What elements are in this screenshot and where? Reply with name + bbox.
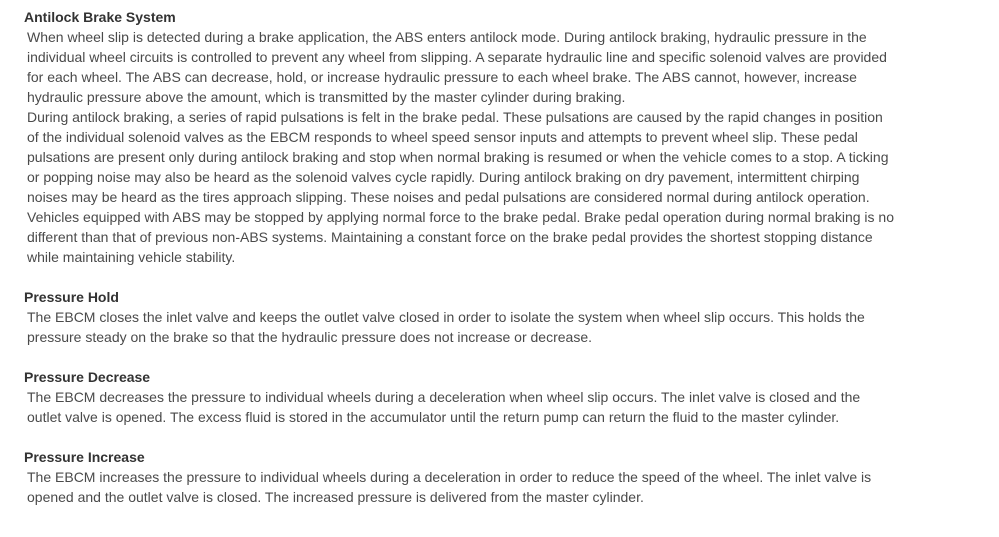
section-title: Pressure Hold	[24, 289, 119, 305]
section-title: Antilock Brake System	[24, 9, 176, 25]
section-pressure-increase	[24, 447, 894, 507]
section-title: Pressure Decrease	[24, 369, 151, 385]
paragraph: Vehicles equipped with ABS may be stopped by applying normal force to the brake pedal. Brake pedal operation during normal braking is no different than that of previous non-ABS systems. Maintaining a constant force on the brake pedal provides the shortest stopping distance while maintaining vehicle stability.	[27, 209, 894, 265]
section-antilock-brake-system	[24, 7, 894, 267]
paragraph: The EBCM closes the inlet valve and keeps the outlet valve closed in order to isolate the system when wheel slip occurs. This holds the pressure steady on the brake so that the hydraulic pressure does not increase or decrease.	[27, 309, 865, 345]
section-spacer	[24, 267, 894, 287]
section-spacer	[24, 347, 894, 367]
paragraph: The EBCM decreases the pressure to individual wheels during a deceleration when wheel slip occurs. The inlet valve is closed and the outlet valve is opened. The excess fluid is stored in the accumulator until the return pump can return the fluid to the master cylinder.	[27, 389, 861, 425]
document-body	[24, 7, 894, 507]
section-spacer	[24, 427, 894, 447]
section-title: Pressure Increase	[24, 449, 145, 465]
section-pressure-decrease	[24, 367, 894, 427]
paragraph: The EBCM increases the pressure to individual wheels during a deceleration in order to reduce the speed of the wheel. The inlet valve is opened and the outlet valve is closed. The increased pressure is delivered from the master cylinder.	[27, 469, 872, 505]
paragraph: During antilock braking, a series of rapid pulsations is felt in the brake pedal. These pulsations are caused by the rapid changes in position of the individual solenoid valves as the EBCM responds to wheel speed sensor inputs and attempts to prevent wheel slip. These pedal pulsations are present only during antilock braking and stop when normal braking is resumed or when the vehicle comes to a stop. A ticking or popping noise may also be heard as the solenoid valves cycle rapidly. During antilock braking on dry pavement, intermittent chirping noises may be heard as the tires approach slipping. These noises and pedal pulsations are considered normal during antilock operation.	[27, 109, 889, 205]
paragraph: When wheel slip is detected during a brake application, the ABS enters antilock mode. During antilock braking, hydraulic pressure in the individual wheel circuits is controlled to prevent any wheel from slipping. A separate hydraulic line and specific solenoid valves are provided for each wheel. The ABS can decrease, hold, or increase hydraulic pressure to each wheel brake. The ABS cannot, however, increase hydraulic pressure above the amount, which is transmitted by the master cylinder during braking.	[27, 29, 887, 105]
section-pressure-hold	[24, 287, 894, 347]
